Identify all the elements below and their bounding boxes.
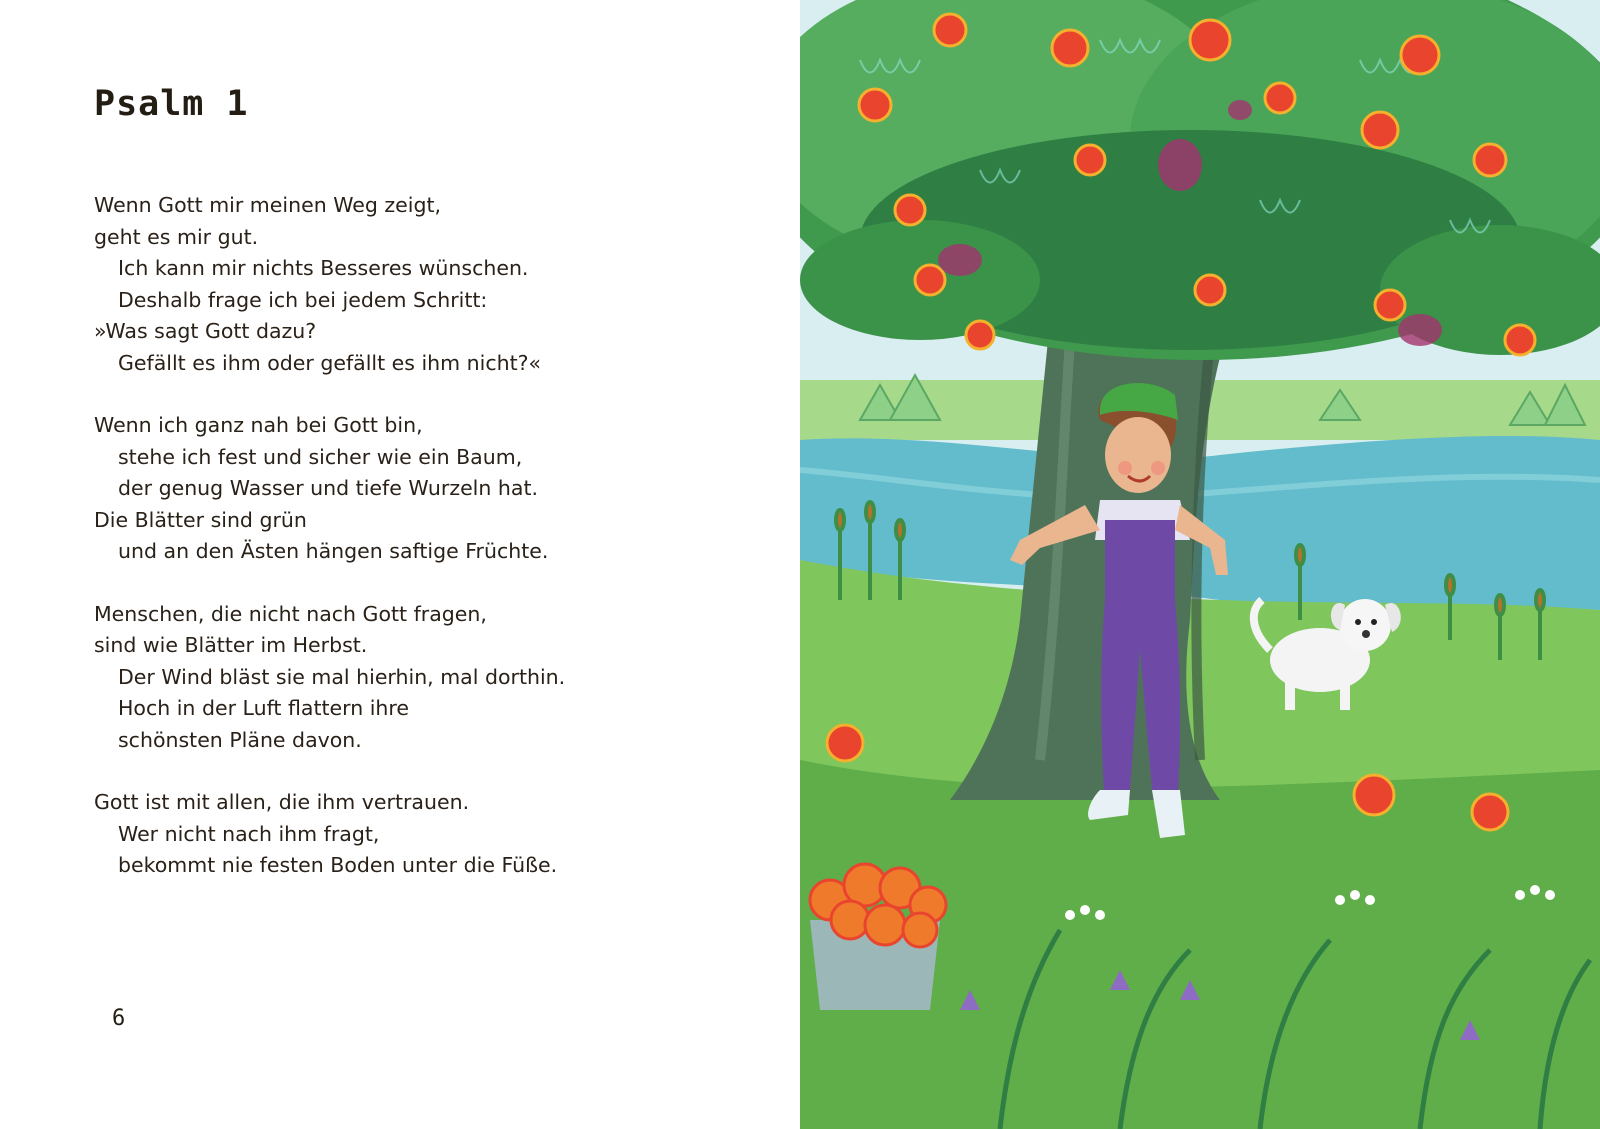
page-title: Psalm 1 bbox=[94, 84, 249, 124]
poem-line: Hoch in der Luft flattern ihre bbox=[118, 696, 409, 720]
poem-line: Wenn Gott mir meinen Weg zeigt, bbox=[94, 193, 442, 217]
poem-line: der genug Wasser und tiefe Wurzeln hat. bbox=[118, 476, 538, 500]
poem-stanza bbox=[94, 410, 774, 568]
poem-line: schönsten Pläne davon. bbox=[118, 727, 362, 752]
poem-stanza bbox=[94, 787, 774, 882]
poem-line: und an den Ästen hängen saftige Früchte. bbox=[118, 539, 549, 563]
apple-tree-illustration bbox=[800, 0, 1600, 1129]
poem-line: »Was sagt Gott dazu? bbox=[94, 319, 317, 343]
poem-line: Deshalb frage ich bei jedem Schritt: bbox=[118, 287, 488, 312]
poem-line: Menschen, die nicht nach Gott fragen, bbox=[94, 601, 487, 626]
poem-line: Gefällt es ihm oder gefällt es ihm nicht?« bbox=[118, 350, 542, 375]
illustration bbox=[800, 0, 1600, 1129]
poem-line: Wenn ich ganz nah bei Gott bin, bbox=[94, 413, 423, 437]
poem bbox=[94, 190, 774, 913]
apple-tree-icon bbox=[800, 0, 1600, 360]
poem-line: sind wie Blätter im Herbst. bbox=[94, 633, 368, 657]
poem-line: Der Wind bläst sie mal hierhin, mal dorthin. bbox=[118, 664, 566, 689]
poem-line: Ich kann mir nichts Besseres wünschen. bbox=[118, 256, 529, 280]
poem-line: Gott ist mit allen, die ihm vertrauen. bbox=[94, 790, 470, 814]
poem-stanza bbox=[94, 599, 774, 757]
poem-line: Die Blätter sind grün bbox=[94, 507, 307, 532]
poem-line: stehe ich fest und sicher wie ein Baum, bbox=[118, 444, 523, 469]
apple-basket-icon bbox=[810, 864, 946, 1010]
poem-stanza bbox=[94, 190, 774, 379]
poem-line: Wer nicht nach ihm fragt, bbox=[118, 821, 380, 846]
poem-line: geht es mir gut. bbox=[94, 224, 259, 249]
page-number: 6 bbox=[112, 1006, 126, 1031]
poem-line: bekommt nie festen Boden unter die Füße. bbox=[118, 853, 558, 877]
